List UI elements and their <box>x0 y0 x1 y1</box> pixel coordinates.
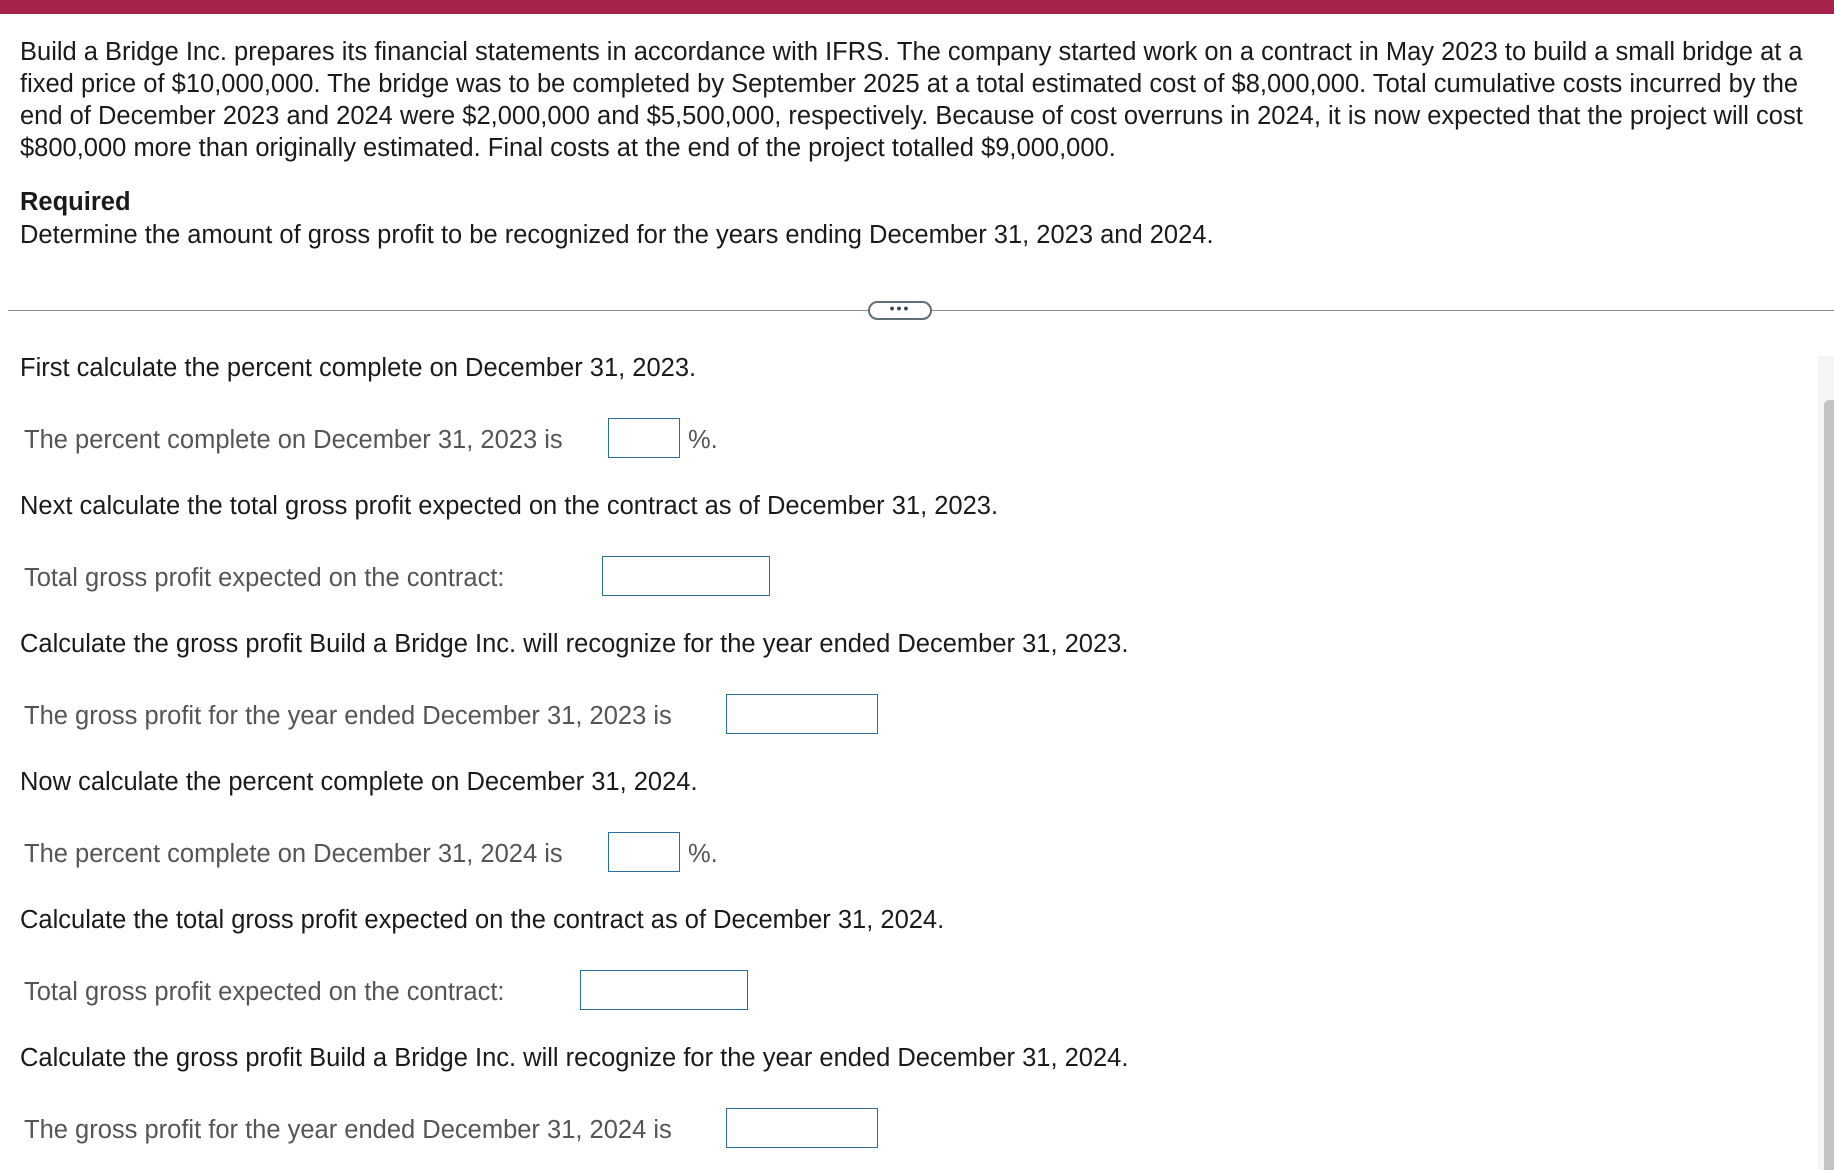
step4-suffix: %. <box>688 840 718 868</box>
percent-complete-2024-input[interactable] <box>608 832 680 872</box>
step4-label: The percent complete on December 31, 2024 is <box>24 840 563 868</box>
step1-instruction: First calculate the percent complete on December 31, 2023. <box>20 354 697 382</box>
step6-instruction: Calculate the gross profit Build a Bridge Inc. will recognize for the year ended December 31, 2024. <box>20 1044 1129 1072</box>
step1-label: The percent complete on December 31, 2023 is <box>24 426 563 454</box>
step5-label: Total gross profit expected on the contract: <box>24 978 505 1006</box>
step2-label: Total gross profit expected on the contract: <box>24 564 505 592</box>
gross-profit-2023-input[interactable] <box>726 694 878 734</box>
step3-label: The gross profit for the year ended December 31, 2023 is <box>24 702 672 730</box>
step2-instruction: Next calculate the total gross profit expected on the contract as of December 31, 2023. <box>20 492 999 520</box>
percent-complete-2023-input[interactable] <box>608 418 680 458</box>
step1-suffix: %. <box>688 426 718 454</box>
expand-more-button[interactable]: ••• <box>868 301 932 320</box>
gross-profit-2024-input[interactable] <box>726 1108 878 1148</box>
step4-instruction: Now calculate the percent complete on December 31, 2024. <box>20 768 698 796</box>
header-accent-bar <box>0 0 1834 14</box>
total-gross-profit-2023-input[interactable] <box>602 556 770 596</box>
problem-statement: Build a Bridge Inc. prepares its financial statements in accordance with IFRS. The company started work on a contract in May 2023 to build a small bridge at a fixed price of $10,000,000. The bridge was to be completed by September 2025 at a total estimated cost of $8,000,000. Total cumulative costs incurred by the end of December 2023 and 2024 were $2,000,000 and $5,500,000, respectively. Because of cost overruns in 2024, it is now expected that the project will cost $800,000 more than originally estimated. Final costs at the end of the project totalled $9,000,000. <box>20 38 1803 162</box>
step6-label: The gross profit for the year ended December 31, 2024 is <box>24 1116 672 1144</box>
required-heading: Required <box>20 188 131 216</box>
step5-instruction: Calculate the total gross profit expected on the contract as of December 31, 2024. <box>20 906 945 934</box>
step3-instruction: Calculate the gross profit Build a Bridge Inc. will recognize for the year ended December 31, 2023. <box>20 630 1129 658</box>
required-text: Determine the amount of gross profit to be recognized for the years ending December 31, 2023 and 2024. <box>20 221 1214 249</box>
total-gross-profit-2024-input[interactable] <box>580 970 748 1010</box>
scrollbar-thumb[interactable] <box>1824 400 1834 1170</box>
